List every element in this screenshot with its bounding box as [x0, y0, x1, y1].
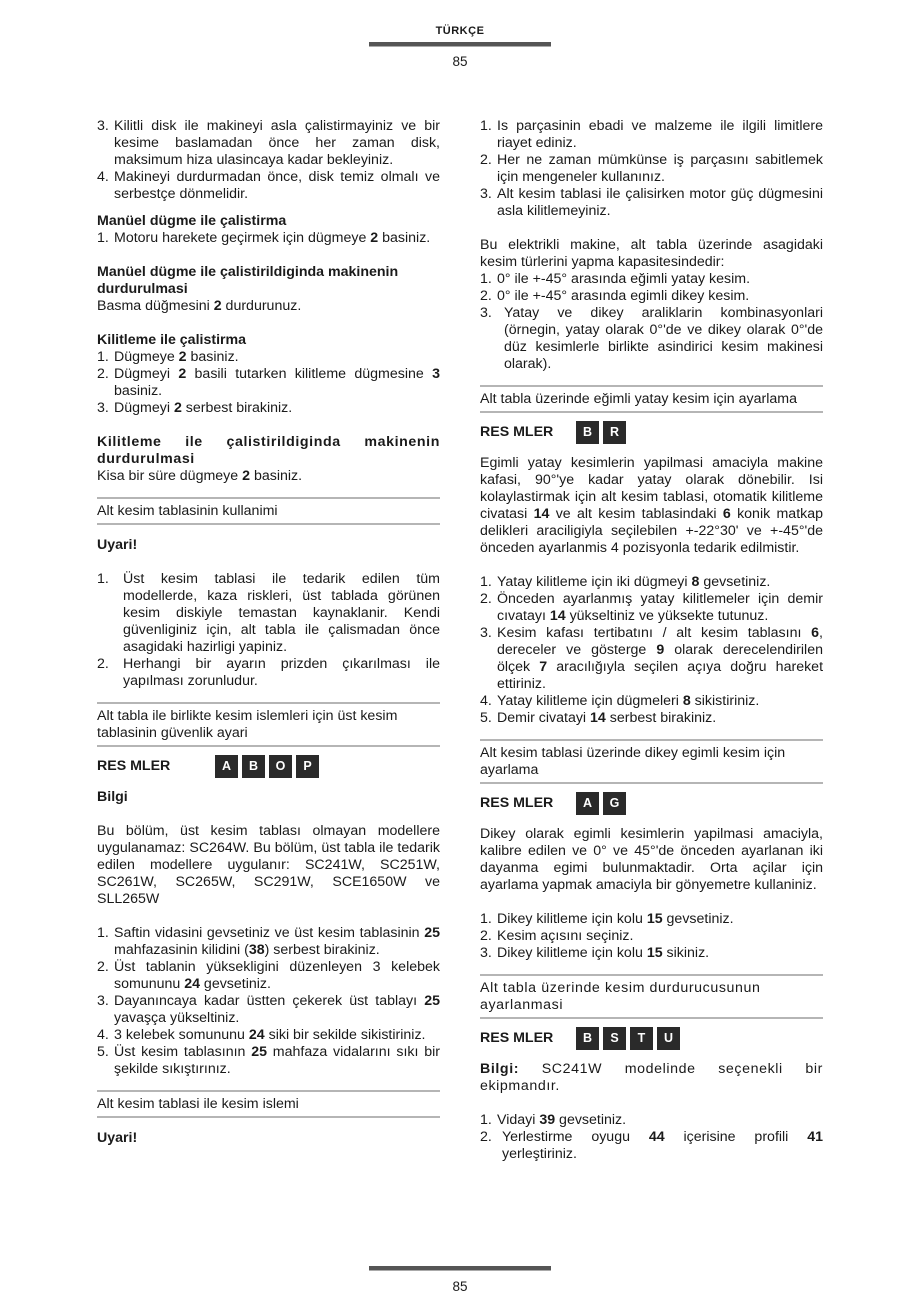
- list-item: 1. Yatay kilitleme için iki dügmeyi 8 gevsetiniz.: [480, 574, 771, 590]
- resimler-label: RES MLER: [480, 1029, 554, 1046]
- dikey-steps: [480, 911, 823, 962]
- list-item: 3. Dayanıncaya kadar üstten çekerek üst tablayı 25 yavaşça yükseltiniz.: [97, 993, 440, 1026]
- list-item: 3. Alt kesim tablasi ile çalisirken motor güç dügmesini asla kilitlemeyiniz.: [480, 186, 823, 219]
- lock-list: [97, 349, 440, 417]
- section-heading-guvenlik: Alt tabla ile birlikte kesim islemleri için üst kesim tablasinin güvenlik ayari: [97, 702, 440, 747]
- list-item: 2. 0° ile +-45° arasında egimli dikey kesim.: [480, 288, 750, 304]
- left-top-list: [97, 118, 440, 203]
- section-heading-durdurucu: Alt tabla üzerinde kesim durdurucusunun ayarlanmasi: [480, 974, 823, 1019]
- list-item: 3. Kilitli disk ile makineyi asla çalistirmayiniz ve bir kesime baslamadan önce her zaman disk, maksimum hiza ulasincaya kadar bekleyiniz.: [97, 118, 440, 168]
- left-column: [97, 118, 440, 1147]
- bilgi-note: Bilgi: SC241W modelinde seçenekli bir ekipmandır.: [480, 1061, 823, 1094]
- right-top-list: [480, 118, 823, 220]
- figure-tag: B: [576, 421, 599, 444]
- figure-tag: R: [603, 421, 626, 444]
- figure-tag: U: [657, 1027, 680, 1050]
- manuel-list: [97, 230, 440, 247]
- resimler-label: RES MLER: [480, 794, 554, 811]
- page-header: [0, 24, 920, 70]
- list-item: 1. Dikey kilitleme için kolu 15 gevsetiniz.: [480, 911, 734, 927]
- list-item: 1. Is parçasinin ebadi ve malzeme ile ilgili limitlere riayet ediniz.: [480, 118, 823, 151]
- list-item: 1. Motoru harekete geçirmek için dügmeye 2 basiniz.: [97, 230, 431, 246]
- resimler-label: RES MLER: [480, 423, 554, 440]
- yatay-steps: [480, 574, 823, 727]
- dikey-paragraph: Dikey olarak egimli kesimlerin yapilmasi amaciyla, kalibre edilen ve 0° ve 45°'de önceden ayarlanan iki dayanma egimi bulunmaktadir. Orta açilar için ayarlama yapmak amaciyla bir gönyemetre kullaniniz.: [480, 826, 823, 893]
- figure-tag: G: [603, 792, 626, 815]
- list-item: 5. Üst kesim tablasının 25 mahfaza vidalarını sıkı bir şekilde sıkıştırınız.: [97, 1044, 440, 1077]
- cut-types-list: [480, 271, 823, 373]
- list-item: 1. 0° ile +-45° arasında eğimli yatay kesim.: [480, 271, 751, 287]
- list-item: 2. Dügmeyi 2 basili tutarken kilitleme dügmesine 3 basiniz.: [97, 366, 440, 399]
- list-item: 1. Vidayi 39 gevsetiniz.: [480, 1112, 627, 1128]
- figure-tag: A: [576, 792, 599, 815]
- warning-list: [97, 571, 440, 690]
- figure-tag: T: [630, 1027, 653, 1050]
- list-item: 4. Yatay kilitleme için dügmeleri 8 sikistiriniz.: [480, 693, 760, 709]
- section-heading-yatay: Alt tabla üzerinde eğimli yatay kesim için ayarlama: [480, 385, 823, 413]
- lock-stop-text: Kisa bir süre dügmeye 2 basiniz.: [97, 468, 303, 484]
- list-item: 1. Dügmeye 2 basiniz.: [97, 349, 239, 365]
- section-heading-alt-tabla: Alt kesim tablasinin kullanimi: [97, 497, 440, 525]
- figure-tag: P: [296, 755, 319, 778]
- page-number-bottom: 85: [452, 1279, 468, 1294]
- figure-tag: A: [215, 755, 238, 778]
- list-item: 2. Önceden ayarlanmış yatay kilitlemeler için demir cıvatayı 14 yükseltiniz ve yüksekte tutunuz.: [480, 591, 823, 624]
- list-item: 2. Herhangi bir ayarın prizden çıkarılması ile yapılması zorunludur.: [97, 656, 440, 689]
- section-heading-kesim-islemi: Alt kesim tablasi ile kesim islemi: [97, 1090, 440, 1118]
- list-item: 5. Demir civatayi 14 serbest birakiniz.: [480, 710, 717, 726]
- manuel-stop-text: Basma düğmesini 2 durdurunuz.: [97, 298, 302, 314]
- resimler-label: RES MLER: [97, 757, 171, 774]
- language-label: TÜRKÇE: [435, 25, 485, 37]
- page-number-top: 85: [452, 54, 468, 69]
- figure-tag: S: [603, 1027, 626, 1050]
- intro-text: Bu elektrikli makine, alt tabla üzerinde asagidaki kesim türlerini yapma kapasitesindedir:: [480, 237, 823, 270]
- lock-title: Kilitleme ile çalistirma: [97, 332, 247, 348]
- manuel-title: Manüel dügme ile çalistirma: [97, 213, 287, 229]
- list-item: 4. Makineyi durdurmadan önce, disk temiz olmalı ve serbestçe dönmelidir.: [97, 169, 440, 202]
- manuel-stop-title: Manüel dügme ile çalistirildiginda makinenin durdurulmasi: [97, 264, 399, 297]
- list-item: 3. Kesim kafası tertibatını / alt kesim tablasını 6, dereceler ve gösterge 9 olarak derecelendirilen ölçek 7 aracılığıyla seçilen açıya doğru hareket ettiriniz.: [480, 625, 824, 692]
- resimler-row: [480, 419, 823, 445]
- lock-stop-title: Kilitleme ile çalistirildiginda makinenin durdurulmasi: [97, 434, 440, 467]
- list-item: 4. 3 kelebek somununu 24 siki bir sekilde sikistiriniz.: [97, 1027, 426, 1043]
- header-rule: [369, 42, 551, 46]
- bilgi-title: Bilgi: [97, 789, 128, 805]
- list-item: 2. Üst tablanin yüksekligini düzenleyen 3 kelebek somununu 24 gevsetiniz.: [97, 959, 440, 992]
- list-item: 2. Her ne zaman mümkünse iş parçasını sabitlemek için mengeneler kullanınız.: [480, 152, 823, 185]
- warning-title: Uyari!: [97, 537, 138, 553]
- resimler-row: [480, 790, 823, 816]
- list-item: 3. Dikey kilitleme için kolu 15 sikiniz.: [480, 945, 710, 961]
- right-column: [480, 118, 823, 1163]
- figure-tag: B: [576, 1027, 599, 1050]
- resimler-row: [480, 1025, 823, 1051]
- figure-tag: B: [242, 755, 265, 778]
- warning-title-2: Uyari!: [97, 1130, 138, 1146]
- yatay-paragraph: Egimli yatay kesimlerin yapilmasi amaciyla makine kafasi, 90°'ye kadar yatay olarak dönebilir. Isi kolaylastirmak için alt kesim tablasi, otomatik kilitleme civatasi 14 ve alt kesim tablasindaki 6 konik matkap delikleri araciligiyla seçilebilen +-22°30' ve +-45°'de önceden ayarlanmis 4 pozisyonla tedarik edilmistir.: [480, 455, 824, 556]
- section-heading-dikey: Alt kesim tablasi üzerinde dikey egimli kesim için ayarlama: [480, 739, 823, 784]
- durdurucu-steps: [480, 1112, 823, 1163]
- footer-rule: [369, 1266, 551, 1270]
- list-item: 2. Kesim açısını seçiniz.: [480, 928, 634, 944]
- page-footer: [0, 1266, 920, 1295]
- list-item: 3. Yatay ve dikey araliklarin kombinasyonlari (örnegin, yatay olarak 0°'de ve dikey olarak 0°'de düz kesimlerle birlikte asindirici kesim makinesi olarak).: [480, 305, 823, 372]
- list-item: 1. Üst kesim tablasi ile tedarik edilen tüm modellerde, kaza riskleri, üst tablada görünen kesim diskiyle temastan kaynaklanir. Kendi güvenliginiz için, alt tabla ile çalismadan önce asagidaki hazirligi yapiniz.: [97, 571, 440, 655]
- resimler-row: [97, 753, 440, 779]
- steps-list: [97, 925, 440, 1078]
- list-item: 1. Saftin vidasini gevsetiniz ve üst kesim tablasinin 25 mahfazasinin kilidini (38) serbest birakiniz.: [97, 925, 440, 958]
- list-item: 3. Dügmeyi 2 serbest birakiniz.: [97, 400, 293, 416]
- list-item: 2. Yerlestirme oyugu 44 içerisine profili 41 yerleştiriniz.: [480, 1129, 823, 1162]
- figure-tag: O: [269, 755, 292, 778]
- bilgi-text: Bu bölüm, üst kesim tablası olmayan modellere uygulanamaz: SC264W. Bu bölüm, üst tabla ile tedarik edilen modellere uygulanır: SC241W, SC251W, SC261W, SC265W, SC291W, SCE1650W ve SLL265W: [97, 823, 440, 907]
